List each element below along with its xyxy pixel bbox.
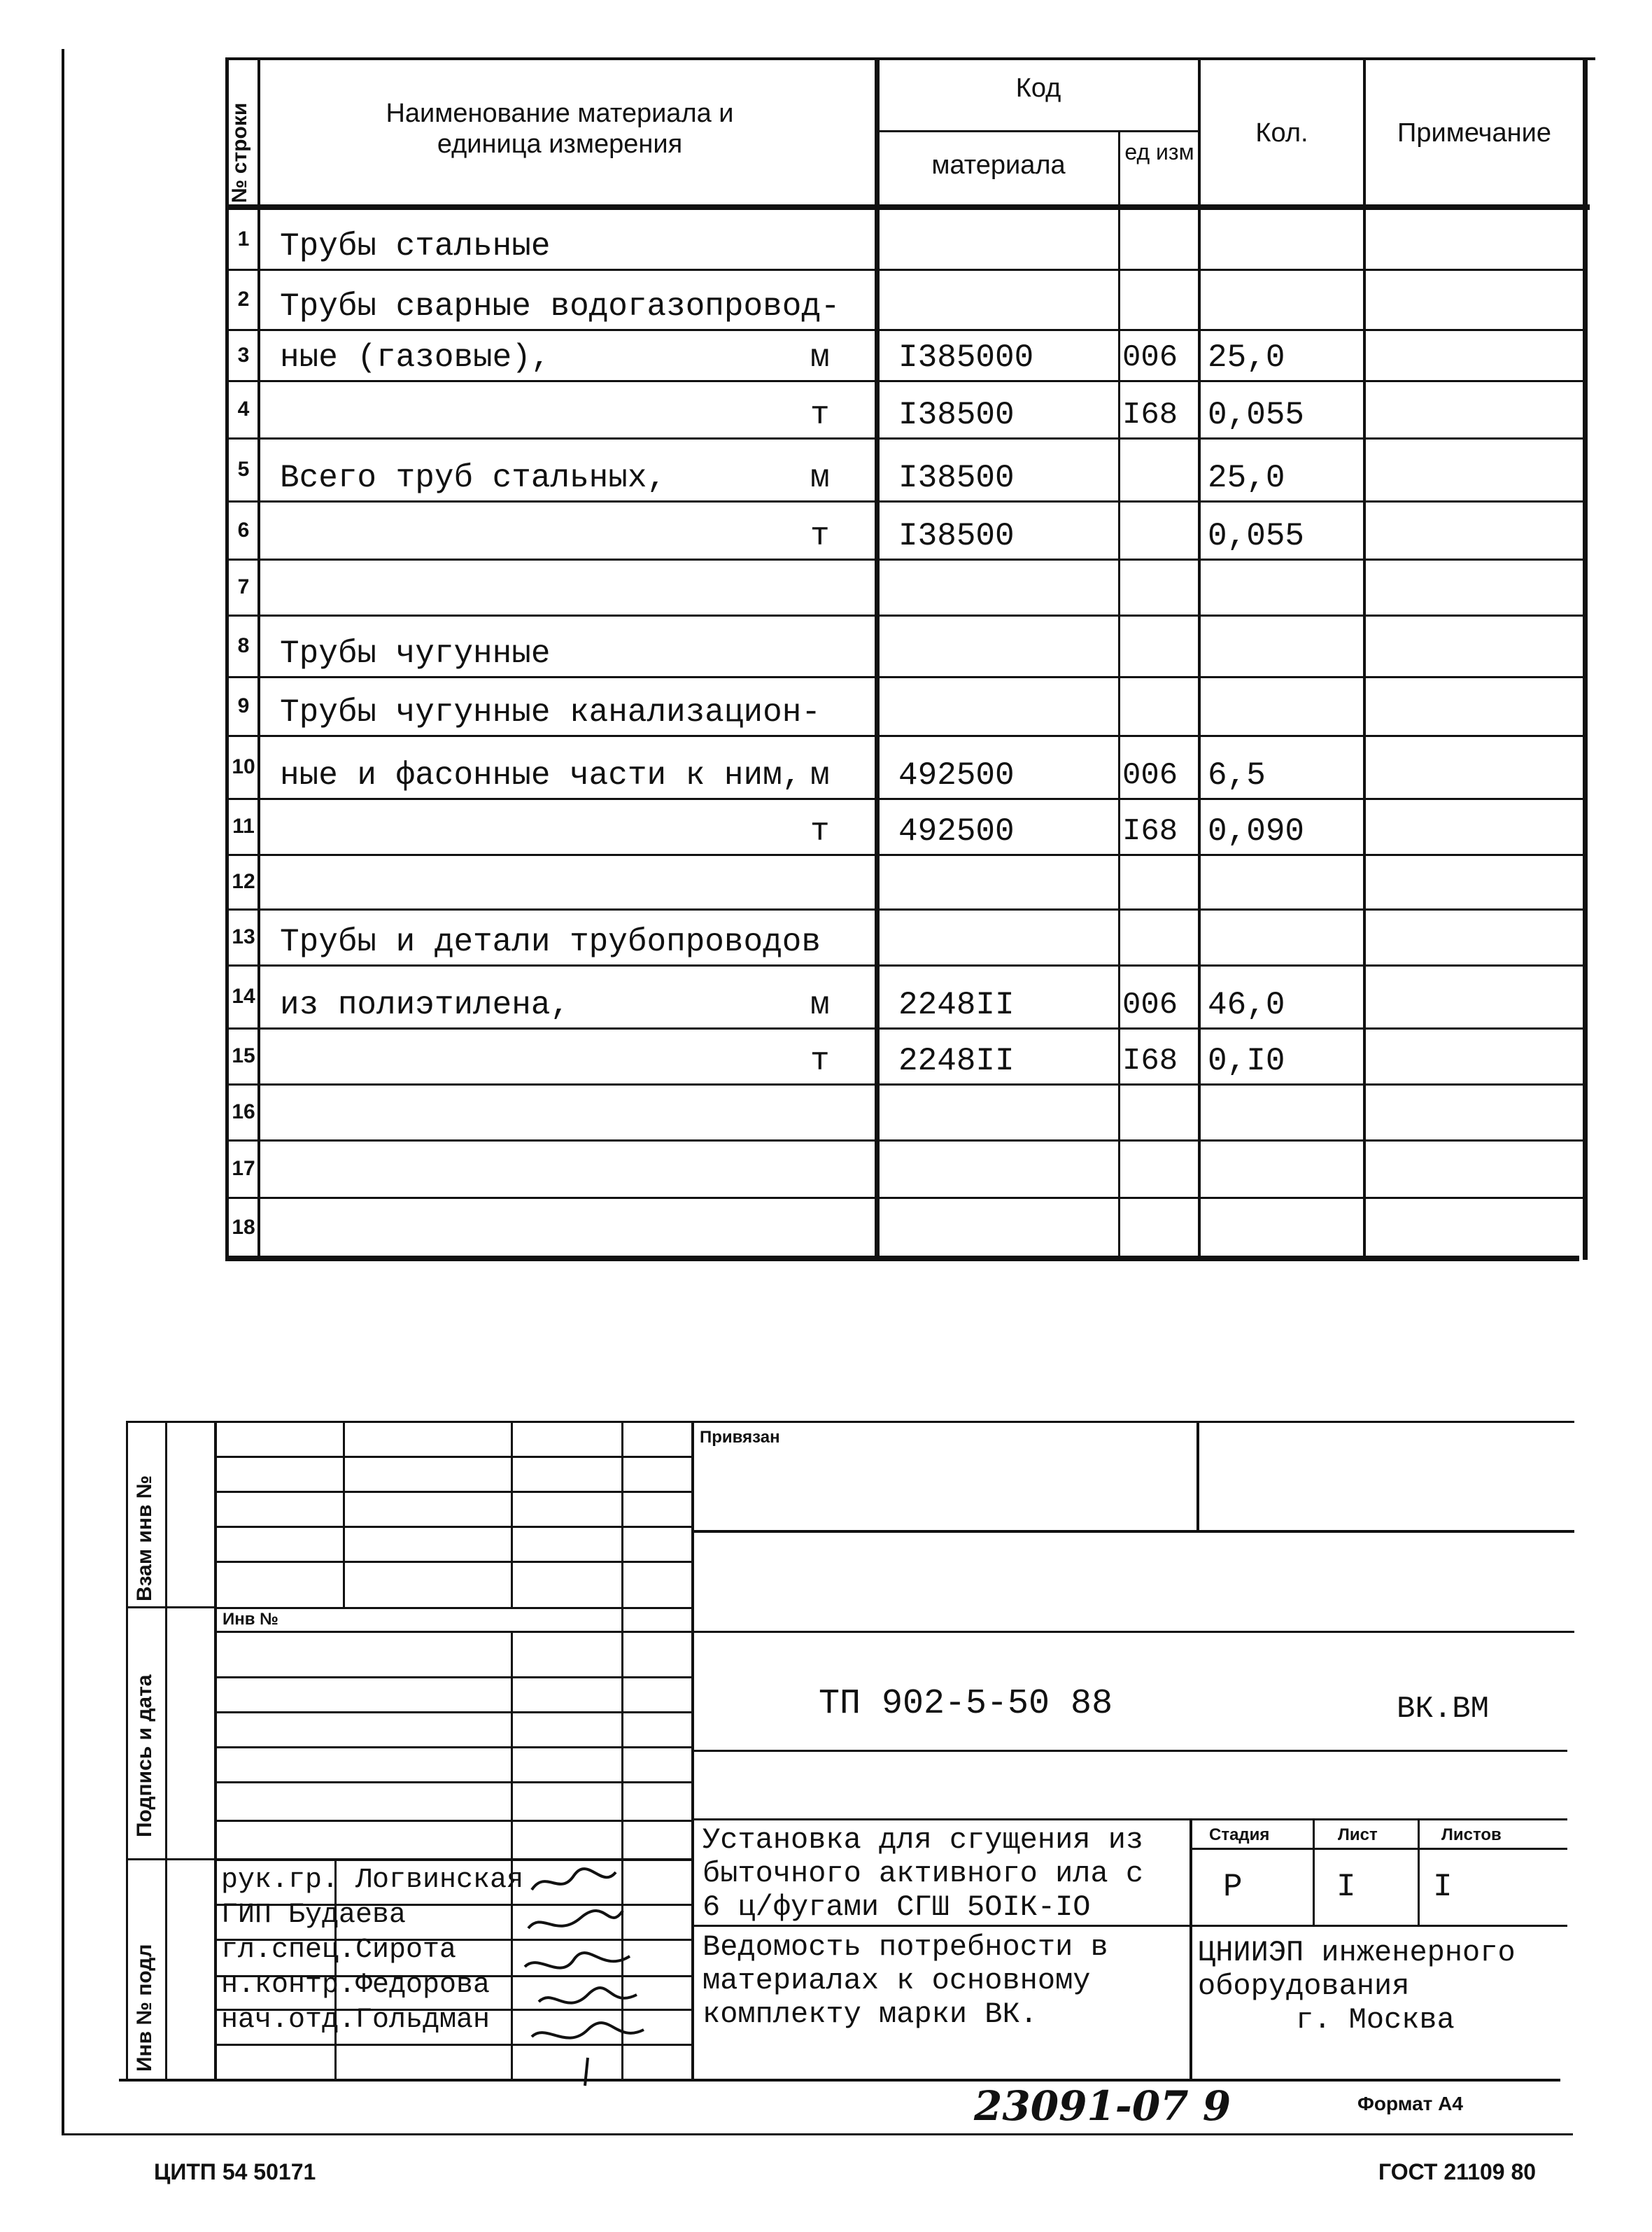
tb-hl-1 <box>214 1456 693 1458</box>
unit-code: 006 <box>1122 340 1178 375</box>
format-label: Формат А4 <box>1357 2093 1463 2114</box>
tb-hl-10 <box>214 1781 693 1783</box>
row-number: 16 <box>232 1100 255 1123</box>
row-number: 4 <box>237 398 250 421</box>
row-number: 7 <box>237 575 250 598</box>
side-label-vzam: Взам инв № <box>133 1475 156 1601</box>
quantity: 0,I0 <box>1208 1043 1285 1079</box>
stage-value: Р <box>1223 1869 1243 1905</box>
side-label-podpis: Подпись и дата <box>133 1674 156 1837</box>
doc-code: ТП 902-5-50 88 <box>819 1684 1113 1724</box>
table-row <box>228 502 1586 560</box>
signature-row: ГИП Будаева <box>221 1900 407 1931</box>
quantity: 46,0 <box>1208 987 1285 1023</box>
row-number-header: № строки <box>228 102 251 203</box>
tb-hl-9 <box>214 1746 693 1748</box>
tb-hl-6 <box>214 1631 693 1633</box>
table-row <box>228 330 1586 381</box>
org-line: оборудования <box>1198 1970 1410 2003</box>
material-code: I38500 <box>898 518 1015 554</box>
project-description <box>703 1823 1143 1924</box>
tb-right-hl-3 <box>693 1750 1567 1752</box>
page-left-border <box>62 49 64 2135</box>
quantity: 6,5 <box>1208 757 1266 794</box>
tb-bottom-line <box>119 2079 1560 2082</box>
tb-right-hl-5 <box>693 1925 1567 1927</box>
sheets-label: Листов <box>1441 1825 1502 1844</box>
table-row <box>228 560 1586 616</box>
tb-hl-2 <box>214 1491 693 1493</box>
tb-hl-5 <box>214 1607 693 1609</box>
inv-no-label: Инв № <box>223 1610 278 1629</box>
footer-left: ЦИТП 54 50171 <box>154 2159 316 2184</box>
row-number: 15 <box>232 1044 255 1067</box>
stage-box-left <box>1189 1818 1192 2079</box>
unit-label: м <box>810 460 830 496</box>
material-code: I38500 <box>898 397 1015 433</box>
material-code: 2248II <box>898 987 1015 1023</box>
row-number: 8 <box>237 634 250 657</box>
tb-strip-right <box>165 1421 167 2079</box>
table-row <box>228 855 1586 910</box>
table-row <box>228 210 1586 270</box>
privyazan-divider <box>1196 1421 1199 1533</box>
tb-col-c <box>511 1421 513 1608</box>
unit-code: I68 <box>1122 1044 1178 1079</box>
row-number: 11 <box>232 815 255 838</box>
stage-box-hl <box>1189 1848 1567 1850</box>
material-name: ные и фасонные части к ним, <box>280 757 802 794</box>
qty-header: Кол. <box>1255 118 1308 148</box>
org-line: ЦНИИЭП инженерного <box>1198 1936 1516 1970</box>
material-code: I38500 <box>898 460 1015 496</box>
stage-label: Стадия <box>1209 1825 1270 1844</box>
table-header-bottom <box>225 204 1590 210</box>
row-number: 6 <box>237 518 250 542</box>
description-line: Установка для сгущения из <box>703 1823 1144 1857</box>
table-row <box>228 1085 1586 1141</box>
tb-right-hl-2 <box>693 1631 1574 1633</box>
material-code: 492500 <box>898 813 1015 850</box>
footer-right: ГОСТ 21109 80 <box>1378 2159 1537 2184</box>
unit-code: 006 <box>1122 758 1178 793</box>
sheets-value: I <box>1433 1869 1453 1905</box>
tb-hl-11 <box>214 1820 693 1822</box>
code-header-divider <box>876 130 1199 132</box>
material-code: 492500 <box>898 757 1015 794</box>
quantity: 25,0 <box>1208 339 1285 376</box>
stage-box-div1 <box>1313 1818 1315 1925</box>
organization <box>1198 1936 1516 2037</box>
signature-row: гл.спец.Сирота <box>221 1935 457 1966</box>
row-number: 10 <box>232 755 255 778</box>
signature-row: н.контр.Федорова <box>221 1970 490 2001</box>
table-row <box>228 678 1586 736</box>
sheet-title-line: материалах к основному <box>703 1964 1091 1998</box>
tb-right-hl-1 <box>693 1530 1574 1533</box>
tb-hl-12 <box>214 1858 693 1861</box>
table-row <box>228 966 1586 1029</box>
code-header: Код <box>1015 73 1061 103</box>
tb-hl-8 <box>214 1711 693 1713</box>
row-number: 17 <box>232 1157 255 1180</box>
table-row <box>228 439 1586 502</box>
material-name: ные (газовые), <box>280 339 551 376</box>
row-number: 12 <box>232 870 255 893</box>
description-line: быточного активного ила с <box>703 1857 1144 1890</box>
material-name: Трубы чугунные <box>280 636 551 672</box>
sheet-title-line: Ведомость потребности в <box>703 1930 1108 1964</box>
material-name: Трубы чугунные канализацион- <box>280 694 821 731</box>
tb-strip-div1 <box>126 1606 216 1608</box>
doc-mark: ВК.ВМ <box>1397 1692 1490 1727</box>
sheet-label: Лист <box>1338 1825 1378 1844</box>
material-name: Трубы и детали трубопроводов <box>280 924 821 960</box>
stage-box-div2 <box>1418 1818 1420 1925</box>
unit-label: м <box>810 339 830 376</box>
archive-number: 23091-07 9 <box>974 2082 1231 2130</box>
quantity: 0,055 <box>1208 397 1305 433</box>
table-row <box>228 736 1586 799</box>
page-bottom-border <box>62 2133 1573 2135</box>
description-line: 6 ц/фугами СГШ 5ОIК-IО <box>703 1890 1091 1924</box>
tb-hl-4 <box>214 1561 693 1563</box>
unit-label: м <box>810 987 830 1023</box>
unit-label: т <box>810 1043 830 1079</box>
signature-list <box>221 1863 523 2038</box>
table-row <box>228 1141 1586 1198</box>
row-number: 5 <box>237 458 250 481</box>
quantity: 0,055 <box>1208 518 1305 554</box>
material-name: Всего труб стальных, <box>280 460 667 496</box>
handwritten-signatures <box>518 1862 693 2093</box>
tb-strip-div2 <box>126 1858 216 1860</box>
tb-col-a <box>214 1421 217 2080</box>
material-name: Трубы сварные водогазопровод- <box>280 288 840 325</box>
unit-code: 006 <box>1122 988 1178 1023</box>
table-row <box>228 799 1586 855</box>
table-row <box>228 616 1586 678</box>
org-line: г. Москва <box>1296 2003 1455 2037</box>
table-row <box>228 1029 1586 1085</box>
quantity: 25,0 <box>1208 460 1285 496</box>
row-number: 2 <box>237 288 250 311</box>
tb-right-hl-4 <box>693 1818 1567 1820</box>
unit-label: т <box>810 813 830 850</box>
unit-code-header: ед изм <box>1124 139 1194 164</box>
note-header: Примечание <box>1397 118 1551 148</box>
name-header: Наименование материала и единица измерения <box>386 99 734 159</box>
material-code: I385000 <box>898 339 1034 376</box>
row-number: 18 <box>232 1216 255 1239</box>
table-row <box>228 910 1586 966</box>
tb-hl-3 <box>214 1526 693 1528</box>
material-code: 2248II <box>898 1043 1015 1079</box>
side-label-inv-podl: Инв № подл <box>133 1944 156 2072</box>
table-row <box>228 381 1586 439</box>
material-code-header: материала <box>931 150 1066 180</box>
unit-label: т <box>810 518 830 554</box>
row-number: 13 <box>232 925 255 948</box>
table-top-border <box>225 57 1595 60</box>
unit-label: т <box>810 397 830 433</box>
row-number: 9 <box>237 694 250 717</box>
unit-code: I68 <box>1122 398 1178 433</box>
signature-row: рук.гр. Логвинская <box>221 1865 524 1896</box>
sheet-title-line: комплекту марки ВК. <box>703 1998 1038 2031</box>
table-row <box>228 270 1586 330</box>
tb-col-b <box>343 1421 345 1608</box>
unit-label: м <box>810 757 830 794</box>
signature-row: нач.отд.Гольдман <box>221 2005 490 2036</box>
row-number: 14 <box>232 985 255 1008</box>
tb-hl-7 <box>214 1676 693 1678</box>
row-number: 1 <box>237 227 250 251</box>
unit-code: I68 <box>1122 814 1178 849</box>
privyazan-label: Привязан <box>700 1428 780 1447</box>
material-name: из полиэтилена, <box>280 987 570 1023</box>
sheet-title <box>703 1930 1108 2031</box>
table-row <box>228 1198 1586 1258</box>
quantity: 0,090 <box>1208 813 1305 850</box>
tb-strip-left <box>126 1421 128 2079</box>
material-name: Трубы стальные <box>280 228 551 265</box>
sheet-value: I <box>1336 1869 1356 1905</box>
row-number: 3 <box>237 343 250 367</box>
